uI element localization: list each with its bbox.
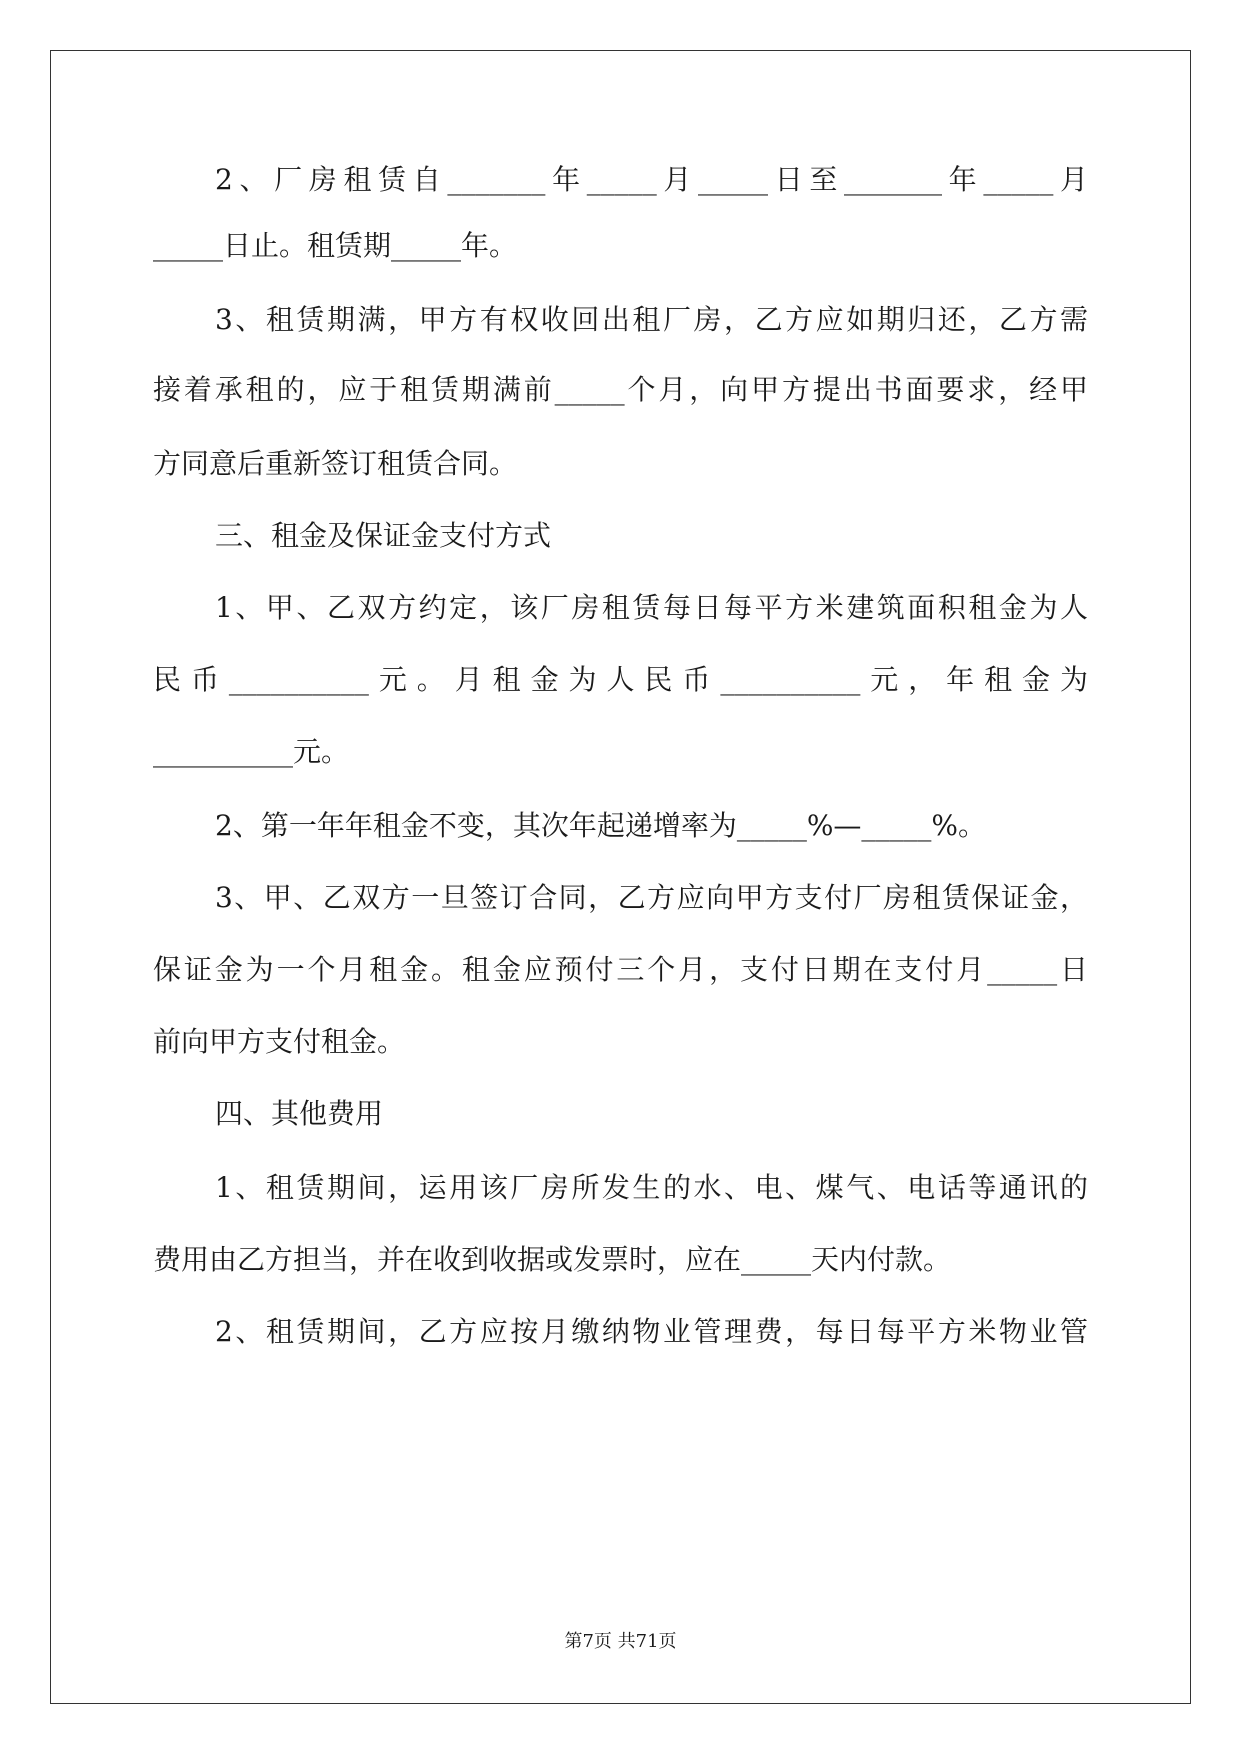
paragraph-line: 2、厂房租赁自_______年_____月_____日至_______年_____月 <box>215 163 1088 196</box>
paragraph-line: 1、租赁期间，运用该厂房所发生的水、电、煤气、电话等通讯的 <box>215 1171 1088 1204</box>
section-heading: 四、其他费用 <box>215 1097 384 1130</box>
paragraph-line: __________元。 <box>153 735 350 768</box>
paragraph-line: 民币__________元。月租金为人民币__________元，年租金为 <box>153 663 1088 696</box>
page-footer: 第7页 共71页 <box>564 1631 677 1652</box>
paragraph-line: 前向甲方支付租金。 <box>153 1025 406 1058</box>
paragraph-line: 2、租赁期间，乙方应按月缴纳物业管理费，每日每平方米物业管 <box>215 1315 1088 1348</box>
paragraph-line: _____日止。租赁期_____年。 <box>153 229 518 262</box>
paragraph-line: 1、甲、乙双方约定，该厂房租赁每日每平方米建筑面积租金为人 <box>215 591 1088 624</box>
paragraph-line: 3、甲、乙双方一旦签订合同，乙方应向甲方支付厂房租赁保证金， <box>215 881 1088 914</box>
paragraph-line: 方同意后重新签订租赁合同。 <box>153 447 518 480</box>
paragraph-line: 费用由乙方担当，并在收到收据或发票时，应在_____天内付款。 <box>153 1243 952 1276</box>
section-heading: 三、租金及保证金支付方式 <box>215 519 552 552</box>
paragraph-line: 2、第一年年租金不变，其次年起递增率为_____%—_____%。 <box>215 809 987 842</box>
paragraph-line: 接着承租的，应于租赁期满前_____个月，向甲方提出书面要求，经甲 <box>153 373 1088 406</box>
paragraph-line: 3、租赁期满，甲方有权收回出租厂房，乙方应如期归还，乙方需 <box>215 303 1088 336</box>
paragraph-line: 保证金为一个月租金。租金应预付三个月，支付日期在支付月_____日 <box>153 953 1088 986</box>
page-frame <box>50 50 1191 1704</box>
